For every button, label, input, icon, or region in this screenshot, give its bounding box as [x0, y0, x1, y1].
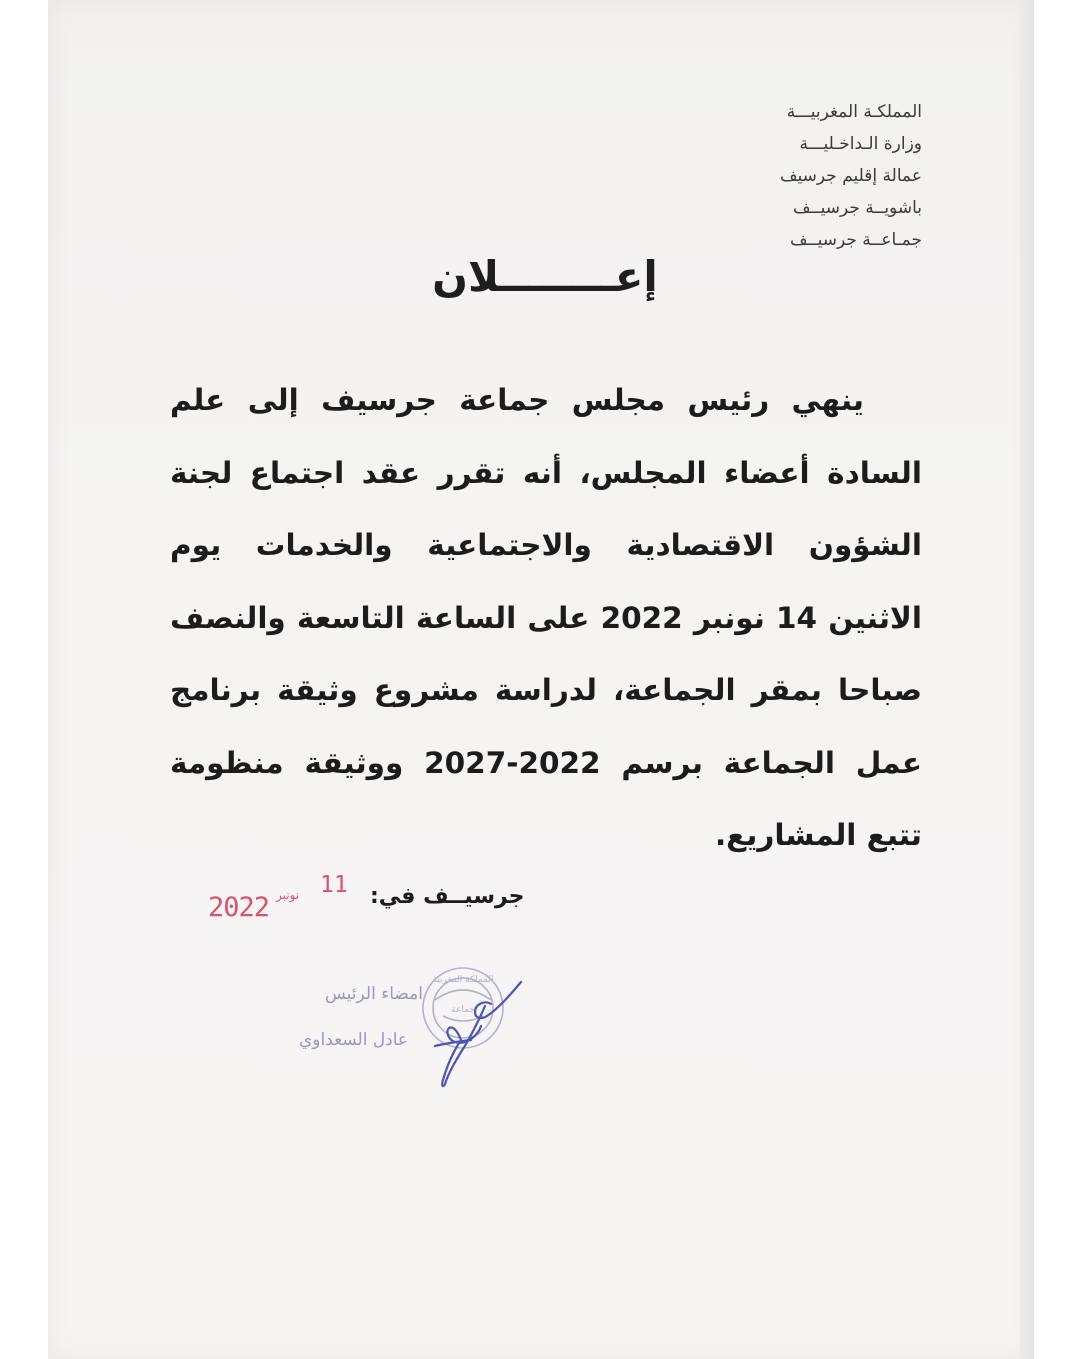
signature-block	[285, 960, 545, 1100]
paper-edge	[1020, 0, 1034, 1359]
header-kingdom: المملكـة المغربيـــة	[786, 102, 922, 122]
signature-line-title: امضاء الرئيس	[325, 984, 423, 1004]
signature-line-name: عادل السعداوي	[299, 1030, 409, 1050]
date-stamp	[208, 870, 358, 930]
header-province: عمالة إقليم جرسيف	[779, 166, 922, 186]
date-stamp-month: نونبر	[276, 888, 300, 902]
header-commune: جمـاعــة جرسيــف	[790, 230, 922, 250]
date-stamp-day: 11	[320, 872, 348, 898]
svg-text:جماعة: جماعة	[451, 1005, 475, 1015]
header-ministry: وزارة الـداخـليـــة	[799, 134, 922, 154]
header-pashalik: باشويــة جرسيــف	[793, 198, 922, 218]
official-seal-icon	[423, 968, 503, 1048]
document-title: إعــــــــلان	[432, 252, 658, 301]
date-stamp-year: 2022	[208, 892, 270, 923]
place-date-label: جرسيــف في:	[370, 884, 525, 909]
official-header	[662, 96, 922, 256]
svg-text:المملكة المغربية: المملكة المغربية	[432, 975, 494, 985]
announcement-body: ينهي رئيس مجلس جماعة جرسيف إلى علم السادة أعضاء المجلس، أنه تقرر عقد اجتماع لجنة الشؤون الاقتصادية والاجتماعية والخدمات يوم الاثنين 14 نونبر 2022 على الساعة التاسعة والنصف صباحا بمقر الجماعة، لدراسة مشروع وثيقة برنامج عمل الجماعة برسم 2022-2027 ووثيقة منظومة تتبع المشاريع.	[170, 383, 922, 852]
handwritten-signature-icon	[435, 982, 521, 1086]
